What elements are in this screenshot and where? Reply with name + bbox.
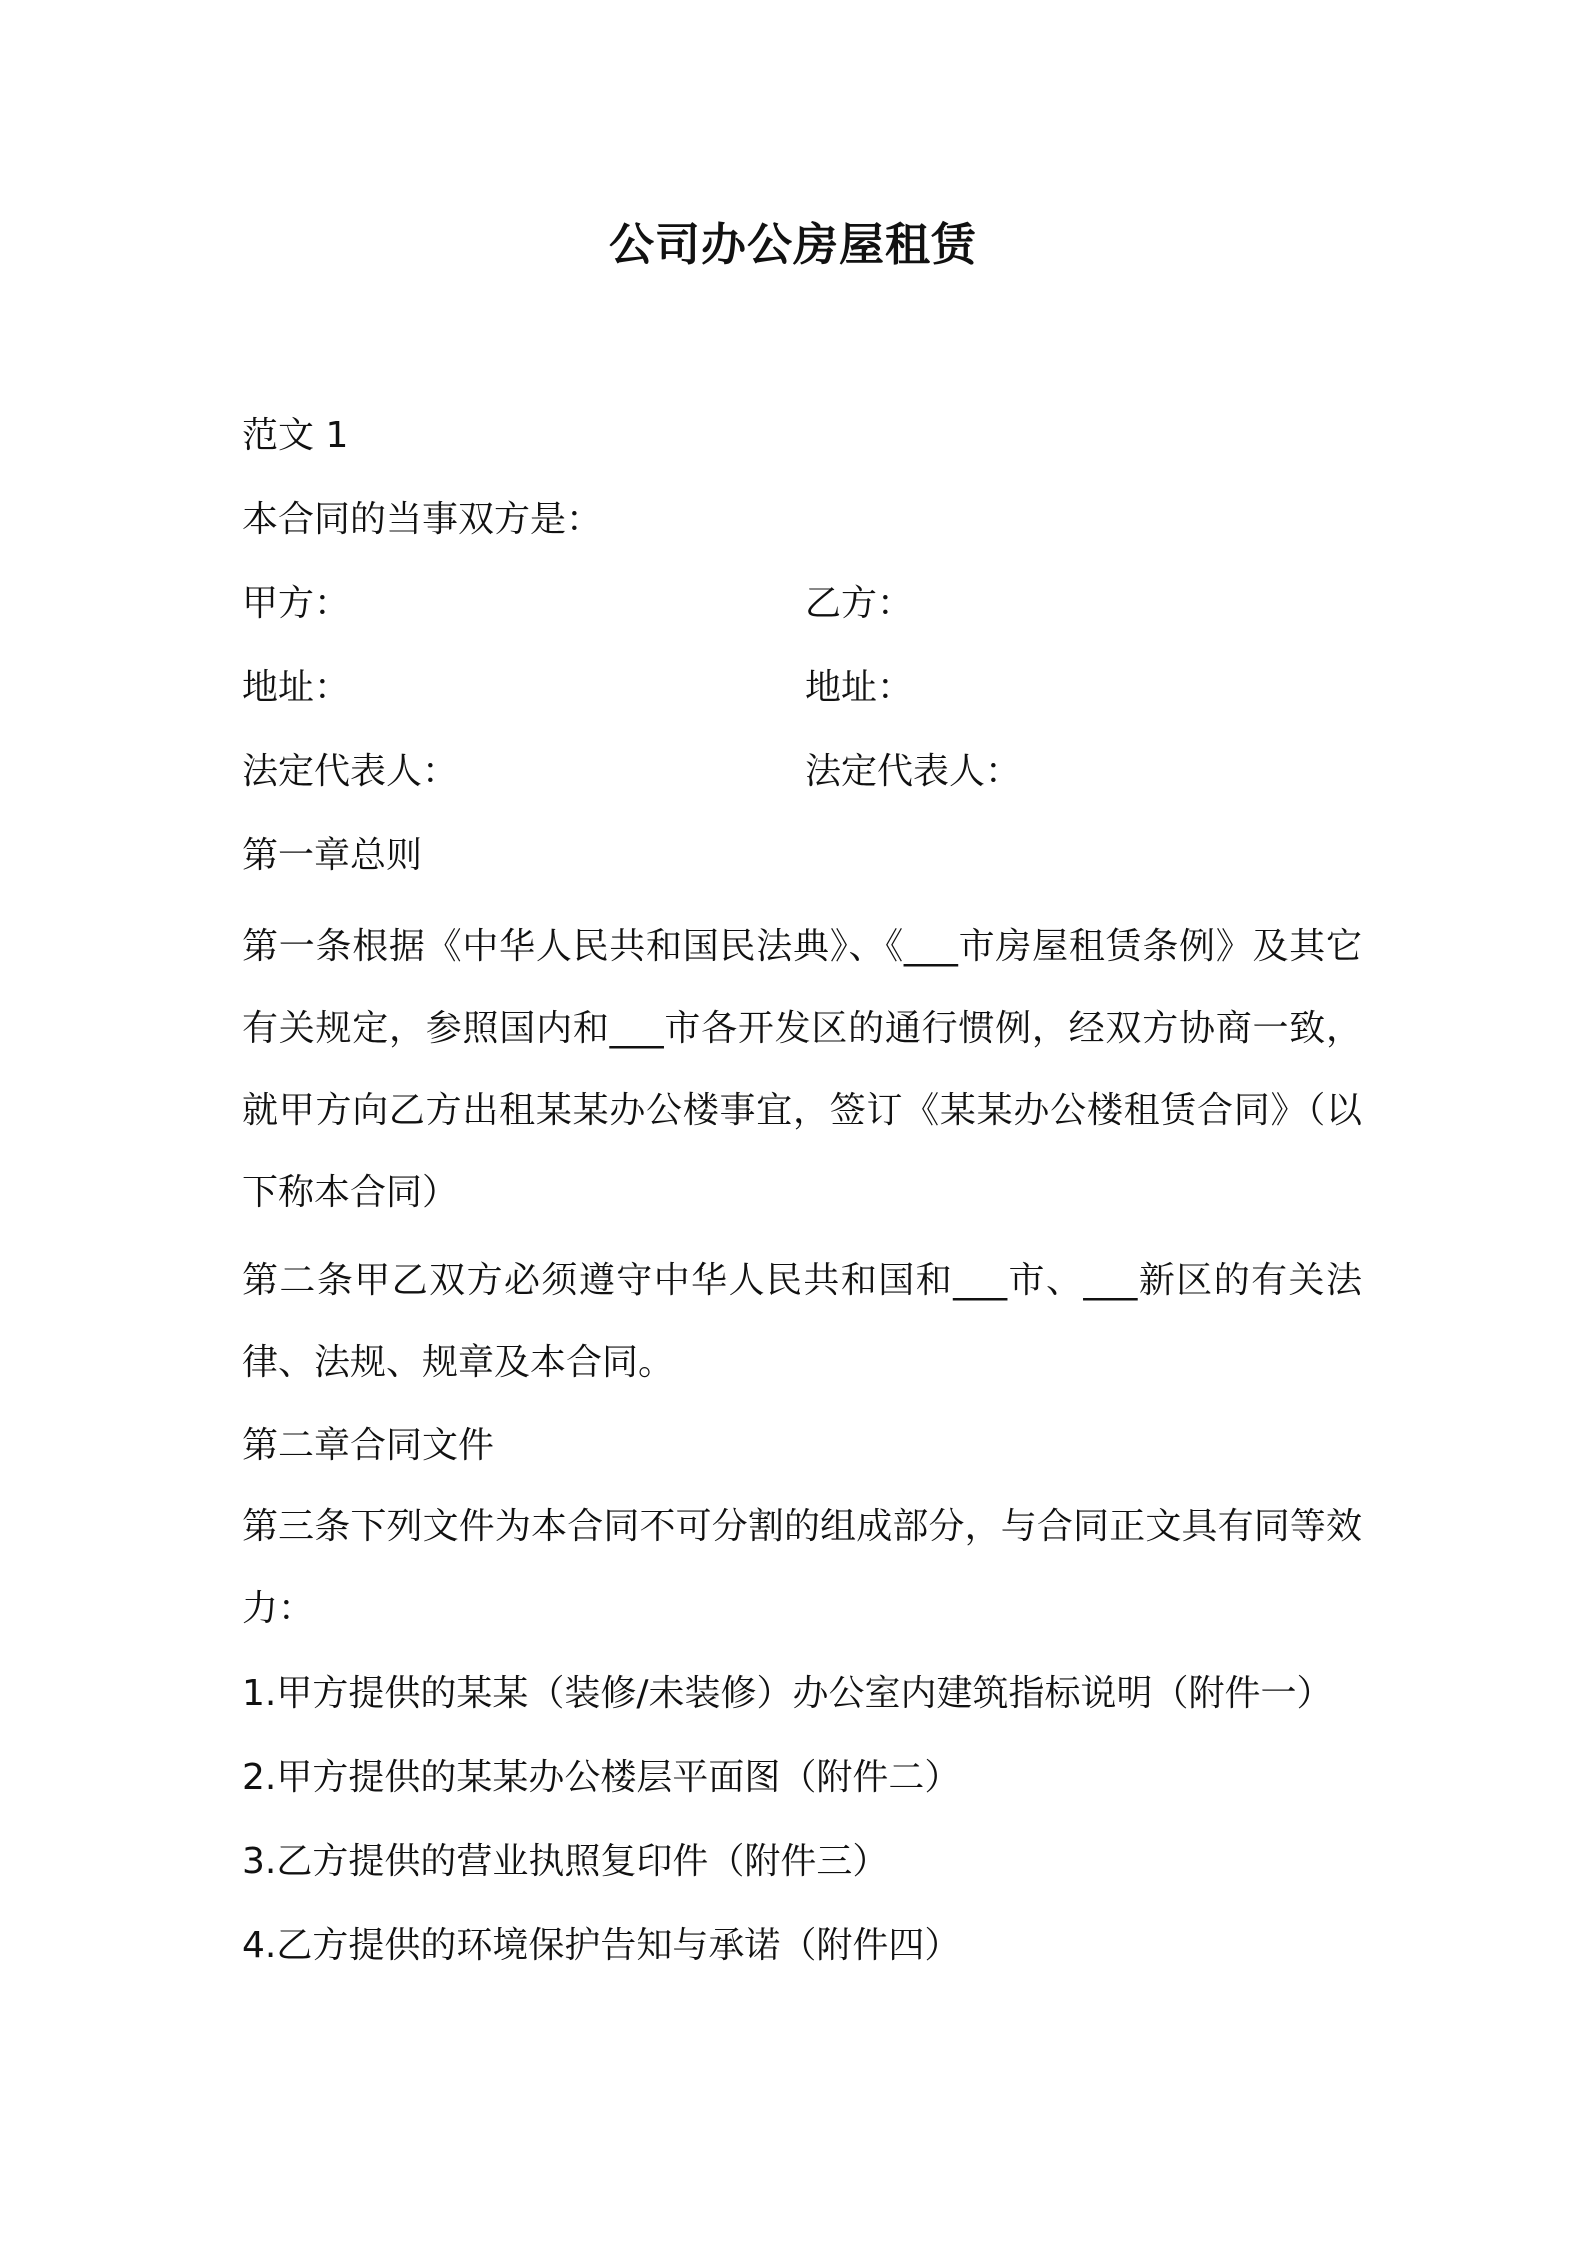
article-1: 第一条根据《中华人民共和国民法典》、《___市房屋租赁条例》及其它有关规定，参照国内和___市各开发区的通行惯例，经双方协商一致，就甲方向乙方出租某某办公楼事宜，签订《某某办公楼租赁合同》（以下称本合同） (242, 926, 1362, 1213)
chapter-1-heading: 第一章总则 (242, 835, 423, 876)
parties-intro: 本合同的当事双方是： (242, 499, 603, 540)
chapter-2-heading: 第二章合同文件 (242, 1425, 495, 1466)
attachment-item: 3.乙方提供的营业执照复印件（附件三） (242, 1841, 889, 1882)
party-b-address-label: 地址： (805, 667, 914, 708)
party-b-label: 乙方： (805, 583, 914, 624)
article-2: 第二条甲乙双方必须遵守中华人民共和国和___市、___新区的有关法律、法规、规章及本合同。 (242, 1260, 1362, 1383)
attachment-item: 2.甲方提供的某某办公楼层平面图（附件二） (242, 1757, 961, 1798)
attachment-item: 4.乙方提供的环境保护告知与承诺（附件四） (242, 1925, 961, 1966)
attachment-item: 1.甲方提供的某某（装修/未装修）办公室内建筑指标说明（附件一） (242, 1673, 1333, 1714)
article-3: 第三条下列文件为本合同不可分割的组成部分，与合同正文具有同等效力： (242, 1506, 1362, 1629)
party-a-address-label: 地址： (242, 667, 351, 708)
party-b-legal-rep-label: 法定代表人： (805, 751, 1022, 792)
party-a-label: 甲方： (242, 583, 351, 624)
document-title: 公司办公房屋租赁 (608, 218, 977, 271)
sample-label: 范文 1 (242, 415, 349, 456)
party-a-legal-rep-label: 法定代表人： (242, 751, 459, 792)
